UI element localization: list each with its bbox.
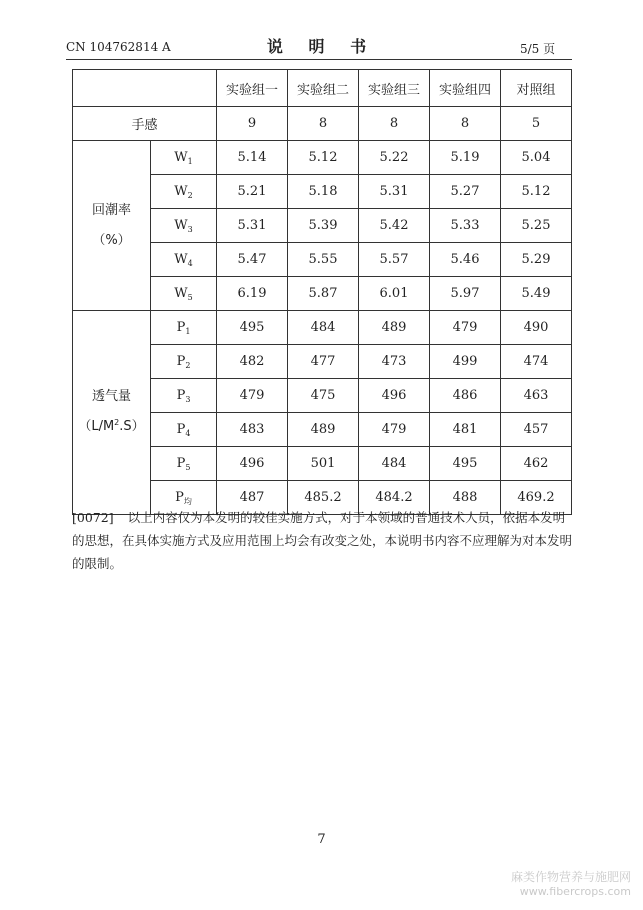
- table-cell: 5.31: [359, 175, 430, 209]
- table-cell: 462: [501, 447, 572, 481]
- table-row: [73, 107, 572, 141]
- table-cell: 483: [217, 413, 288, 447]
- table-cell: 481: [430, 413, 501, 447]
- row-symbol: [151, 175, 217, 209]
- row-symbol-letter: P: [176, 320, 186, 335]
- row-symbol-subscript: 4: [185, 429, 191, 438]
- document-title: 说 明 书: [266, 37, 377, 56]
- air-permeability-group: [73, 311, 151, 515]
- table-cell: 6.19: [217, 277, 288, 311]
- table-cell: 484: [359, 447, 430, 481]
- row-symbol-letter: P: [176, 354, 186, 369]
- table-cell: 5.57: [359, 243, 430, 277]
- table-cell: 5.14: [217, 141, 288, 175]
- page-indicator: 5/5 页: [520, 42, 556, 56]
- table-cell: 9: [217, 107, 288, 141]
- row-symbol: [151, 141, 217, 175]
- table-cell: 5.46: [430, 243, 501, 277]
- table-cell: 485.2: [288, 481, 359, 515]
- table-cell: 5.97: [430, 277, 501, 311]
- table-cell: 490: [501, 311, 572, 345]
- table-cell: 496: [359, 379, 430, 413]
- row-symbol-letter: P: [176, 388, 186, 403]
- watermark: [511, 868, 631, 898]
- header-rule: [66, 59, 572, 60]
- unit-superscript: 2: [114, 418, 120, 427]
- table-cell: 5.22: [359, 141, 430, 175]
- row-symbol-subscript: 5: [185, 463, 191, 472]
- table-cell: 5.31: [217, 209, 288, 243]
- moisture-regain-group: [73, 141, 151, 311]
- row-symbol-subscript: 均: [183, 497, 192, 506]
- table-cell: 8: [430, 107, 501, 141]
- paragraph-text: 以上内容仅为本发明的较佳实施方式，对于本领域的普通技术人员，依据本发明的思想，在具体实施方式及应用范围上均会有改变之处，本说明书内容不应理解为对本发明的限制。: [72, 510, 573, 571]
- row-symbol-letter: P: [175, 490, 184, 505]
- header-blank-cell: [73, 70, 217, 107]
- unit-part: （L/M: [78, 419, 115, 434]
- row-symbol-letter: W: [174, 184, 188, 199]
- table-cell: 5.12: [288, 141, 359, 175]
- page-header: [0, 0, 643, 62]
- table-cell: 488: [430, 481, 501, 515]
- table-cell: 5.33: [430, 209, 501, 243]
- row-symbol-subscript: 2: [187, 191, 193, 200]
- table-cell: 6.01: [359, 277, 430, 311]
- row-symbol-letter: W: [174, 252, 188, 267]
- row-symbol: [151, 311, 217, 345]
- table-cell: 469.2: [501, 481, 572, 515]
- row-symbol-letter: P: [176, 456, 186, 471]
- table-cell: 5.87: [288, 277, 359, 311]
- column-header: 实验组二: [288, 70, 359, 107]
- row-symbol-subscript: 1: [185, 327, 191, 336]
- table-cell: 457: [501, 413, 572, 447]
- row-symbol-letter: W: [174, 218, 188, 233]
- table-cell: 5.21: [217, 175, 288, 209]
- column-header: 对照组: [501, 70, 572, 107]
- table-cell: 5.18: [288, 175, 359, 209]
- table-cell: 487: [217, 481, 288, 515]
- row-symbol-subscript: 4: [187, 259, 193, 268]
- table-cell: 489: [288, 413, 359, 447]
- row-symbol: [151, 413, 217, 447]
- table-row: [73, 141, 572, 175]
- table-cell: 5.19: [430, 141, 501, 175]
- table-cell: 489: [359, 311, 430, 345]
- table-cell: 473: [359, 345, 430, 379]
- row-symbol: [151, 209, 217, 243]
- row-symbol: [151, 243, 217, 277]
- watermark-site-name: 麻类作物营养与施肥网: [510, 870, 631, 884]
- table-cell: 5.04: [501, 141, 572, 175]
- page-number: 7: [317, 832, 326, 847]
- row-symbol-subscript: 3: [187, 225, 193, 234]
- table-cell: 5.42: [359, 209, 430, 243]
- column-header: 实验组四: [430, 70, 501, 107]
- row-symbol-subscript: 1: [187, 157, 193, 166]
- unit-part: .S）: [119, 419, 145, 434]
- results-table: [72, 69, 572, 515]
- column-header: 实验组三: [359, 70, 430, 107]
- row-symbol: [151, 379, 217, 413]
- table-cell: 501: [288, 447, 359, 481]
- table-cell: 479: [430, 311, 501, 345]
- column-header: 实验组一: [217, 70, 288, 107]
- paragraph-0072: [72, 506, 572, 575]
- table-cell: 495: [217, 311, 288, 345]
- table-cell: 5.39: [288, 209, 359, 243]
- table-cell: 5.27: [430, 175, 501, 209]
- row-symbol: [151, 345, 217, 379]
- table-cell: 482: [217, 345, 288, 379]
- moisture-regain-label: 回潮率: [91, 202, 131, 218]
- table-cell: 474: [501, 345, 572, 379]
- air-permeability-unit: [73, 412, 150, 443]
- table-cell: 475: [288, 379, 359, 413]
- table-cell: 5.49: [501, 277, 572, 311]
- table-cell: 484.2: [359, 481, 430, 515]
- table-cell: 486: [430, 379, 501, 413]
- table-cell: 484: [288, 311, 359, 345]
- patent-number: CN 104762814 A: [66, 40, 171, 54]
- table-header-row: [73, 70, 572, 107]
- table-cell: 479: [359, 413, 430, 447]
- table-cell: 496: [217, 447, 288, 481]
- watermark-url: www.fibercrops.com: [519, 885, 631, 898]
- row-symbol-subscript: 5: [187, 293, 193, 302]
- hand-feel-label: 手感: [73, 107, 217, 141]
- table-cell: 5.25: [501, 209, 572, 243]
- table-cell: 5.47: [217, 243, 288, 277]
- table-cell: 5: [501, 107, 572, 141]
- table-cell: 499: [430, 345, 501, 379]
- paragraph-number: [0072]: [72, 510, 114, 525]
- table-cell: 463: [501, 379, 572, 413]
- row-symbol-letter: W: [174, 286, 188, 301]
- row-symbol-letter: W: [174, 150, 188, 165]
- row-symbol: [151, 277, 217, 311]
- table-cell: 8: [288, 107, 359, 141]
- moisture-regain-unit: （%）: [92, 232, 131, 248]
- table-cell: 5.55: [288, 243, 359, 277]
- row-symbol-subscript: 3: [185, 395, 191, 404]
- air-permeability-label: 透气量: [91, 389, 131, 404]
- table-cell: 495: [430, 447, 501, 481]
- table-row: [73, 311, 572, 345]
- table-cell: 5.12: [501, 175, 572, 209]
- table-cell: 8: [359, 107, 430, 141]
- table-cell: 477: [288, 345, 359, 379]
- table-cell: 479: [217, 379, 288, 413]
- table-cell: 5.29: [501, 243, 572, 277]
- row-symbol: [151, 447, 217, 481]
- row-symbol-letter: P: [176, 422, 186, 437]
- row-symbol-subscript: 2: [185, 361, 191, 370]
